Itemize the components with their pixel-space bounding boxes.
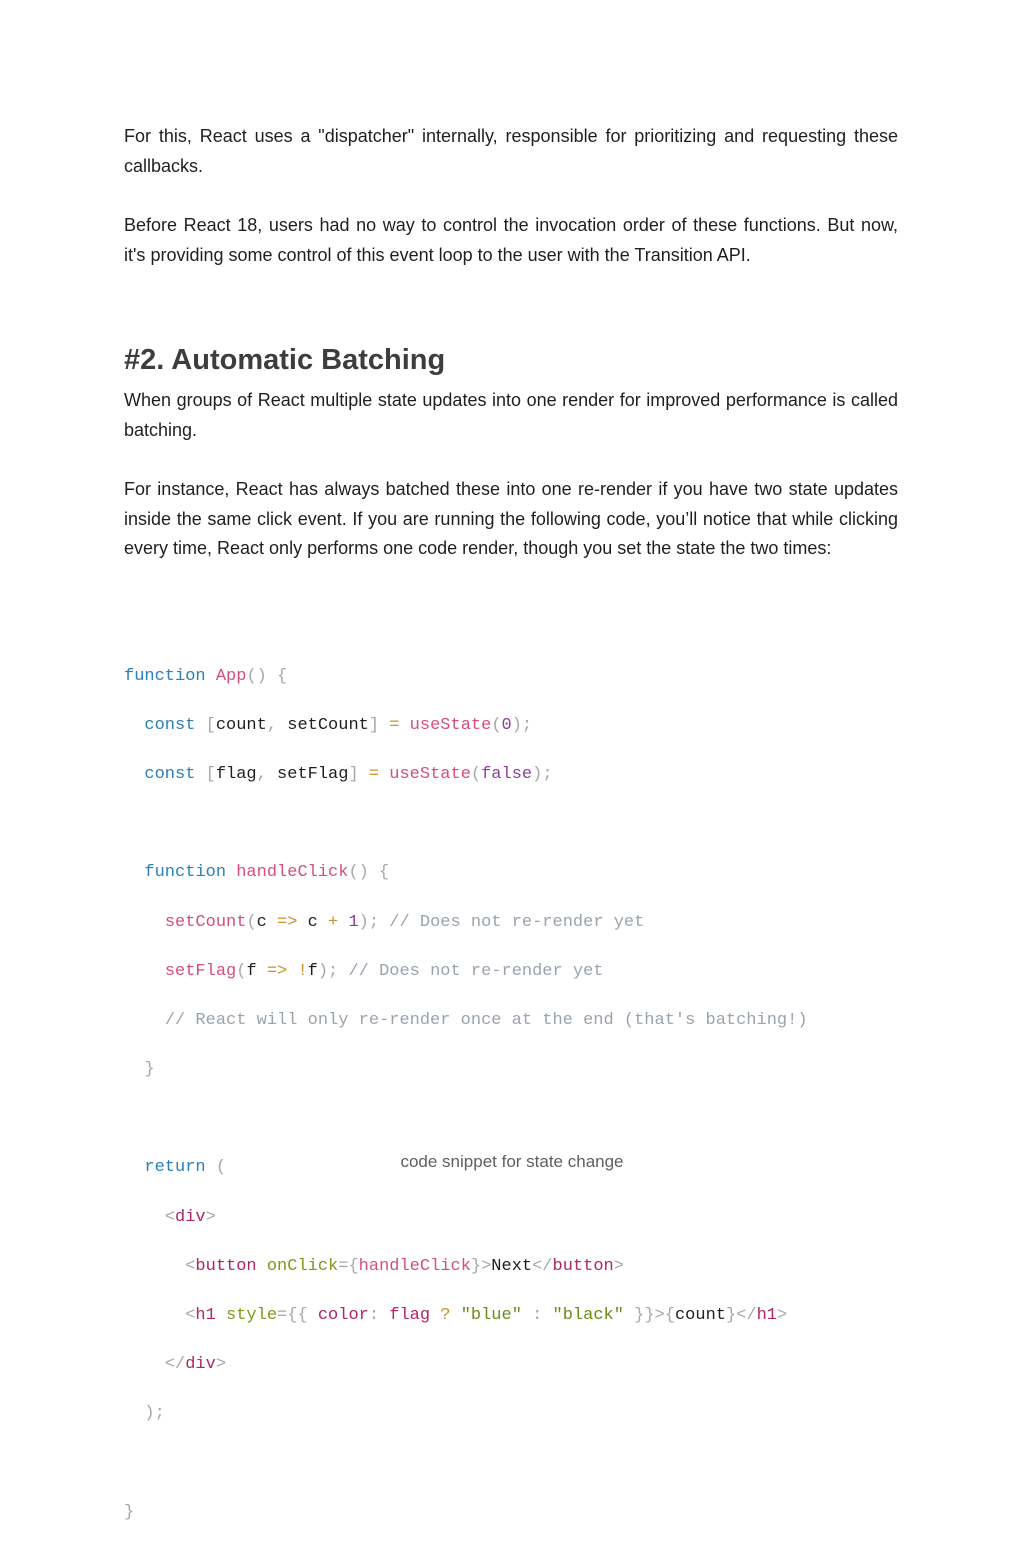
code-token: 0 — [501, 715, 512, 735]
code-token: h1 — [756, 1306, 777, 1326]
code-line — [124, 665, 808, 690]
code-token: setCount — [164, 912, 247, 932]
code-token: + — [317, 912, 339, 932]
code-token: "blue" — [450, 1306, 522, 1326]
code-line — [124, 763, 808, 788]
code-token: </ — [736, 1306, 757, 1326]
code-token: const — [144, 764, 196, 784]
code-token: Next — [491, 1256, 533, 1276]
code-token: flag — [379, 1306, 431, 1326]
code-token: ={ — [338, 1256, 359, 1276]
code-token: button — [552, 1256, 614, 1276]
code-token: handleClick — [358, 1256, 471, 1276]
code-comment: // Does not re-render yet — [379, 912, 645, 932]
code-token: ( — [246, 912, 257, 932]
code-token: > — [777, 1306, 788, 1326]
code-token: { — [664, 1306, 675, 1326]
code-line — [124, 1255, 808, 1280]
code-token: > — [215, 1355, 227, 1375]
code-line — [124, 861, 808, 886]
code-token: > — [205, 1207, 216, 1227]
code-token: ( — [236, 961, 247, 981]
code-token: ! — [287, 961, 308, 981]
code-token: ); — [317, 961, 339, 981]
code-token: </ — [532, 1256, 553, 1276]
document-body — [124, 122, 898, 558]
code-token: ); — [358, 912, 380, 932]
code-token: </ — [164, 1355, 186, 1375]
section-heading: #2. Automatic Batching — [124, 344, 446, 376]
code-token: useState — [399, 715, 492, 735]
code-token: setFlag — [164, 961, 237, 981]
code-token: button — [195, 1256, 257, 1276]
code-line — [124, 1009, 808, 1034]
code-token: = — [368, 764, 380, 784]
code-token: ( — [491, 715, 502, 735]
code-token: color — [307, 1306, 369, 1326]
code-token: useState — [379, 764, 471, 784]
code-token: => — [266, 912, 298, 932]
paragraph-batching-example: For instance, React has always batched these into one re-render if you have two state updates inside the same click event. If you are running the following code, you’ll notice that while clicking every time, React only performs one code render, though you set the state the two times: — [124, 479, 898, 558]
code-token: } — [124, 1502, 135, 1522]
code-caption: code snippet for state change — [400, 1152, 624, 1171]
code-token: , — [256, 764, 278, 784]
paragraph-batching-definition: When groups of React multiple state updates into one render for improved performance is called batching. — [124, 390, 898, 440]
code-line — [124, 1501, 808, 1526]
code-token: ); — [532, 764, 553, 784]
code-token: ); — [511, 715, 533, 735]
code-token: handleClick — [226, 863, 349, 883]
code-line — [124, 1206, 808, 1231]
code-token: ? — [430, 1306, 451, 1326]
code-token: ( — [205, 1158, 227, 1178]
code-token: < — [164, 1207, 176, 1227]
code-token: () { — [246, 666, 288, 686]
code-token: } — [725, 1306, 737, 1326]
code-token: setCount — [287, 715, 369, 735]
code-token: count — [674, 1306, 726, 1326]
code-token: => — [256, 961, 288, 981]
code-line — [124, 911, 808, 936]
code-comment: // React will only re-render once at the end (that's batching!) — [164, 1010, 808, 1030]
code-token: false — [481, 764, 533, 784]
code-token: setFlag — [277, 764, 349, 784]
code-line — [124, 960, 808, 985]
code-line-blank — [124, 1107, 808, 1132]
code-line — [124, 1058, 808, 1083]
code-comment: // Does not re-render yet — [338, 961, 604, 981]
code-token: ={{ — [277, 1306, 308, 1326]
code-token: c — [297, 912, 318, 932]
code-token: ( — [470, 764, 482, 784]
code-line-blank — [124, 1452, 808, 1477]
code-block — [124, 640, 808, 1550]
code-token: c — [256, 912, 267, 932]
code-token: [ — [195, 764, 216, 784]
code-token: () { — [348, 863, 390, 883]
code-token: f — [307, 961, 318, 981]
code-token: : — [368, 1306, 380, 1326]
code-token: [ — [195, 715, 216, 735]
code-token: style — [215, 1306, 278, 1326]
code-token: h1 — [195, 1306, 216, 1326]
section-body — [124, 386, 898, 564]
code-token: < — [185, 1306, 196, 1326]
paragraph-dispatcher: For this, React uses a "dispatcher" internally, responsible for prioritizing and requesting these callbacks. — [124, 126, 898, 176]
code-token: div — [175, 1207, 206, 1227]
code-token: return — [144, 1158, 206, 1178]
code-token: } — [144, 1060, 155, 1080]
code-line — [124, 714, 808, 739]
paragraph-react18: Before React 18, users had no way to control the invocation order of these functions. But now, it's providing some control of this event loop to the user with the Transition API. — [124, 215, 898, 265]
code-token: ] — [368, 715, 390, 735]
code-line — [124, 1353, 808, 1378]
code-token: onClick — [256, 1256, 339, 1276]
code-token: const — [144, 715, 196, 735]
code-token: 1 — [338, 912, 359, 932]
code-token: function — [124, 666, 206, 686]
code-token: count — [215, 715, 267, 735]
code-token: = — [389, 715, 400, 735]
code-token: > — [613, 1256, 624, 1276]
code-token: }}> — [623, 1306, 665, 1326]
code-line — [124, 1304, 808, 1329]
code-line — [124, 1402, 808, 1427]
code-token: }> — [470, 1256, 492, 1276]
code-token: div — [185, 1355, 216, 1375]
code-token: App — [215, 666, 247, 686]
code-token: : — [521, 1306, 543, 1326]
code-line-blank — [124, 812, 808, 837]
code-token: function — [144, 863, 227, 883]
code-token: , — [266, 715, 288, 735]
code-token: ); — [144, 1404, 165, 1424]
code-token: < — [185, 1256, 196, 1276]
code-token: "black" — [542, 1306, 624, 1326]
code-token: f — [246, 961, 257, 981]
code-token: flag — [215, 764, 257, 784]
code-token: ] — [348, 764, 369, 784]
